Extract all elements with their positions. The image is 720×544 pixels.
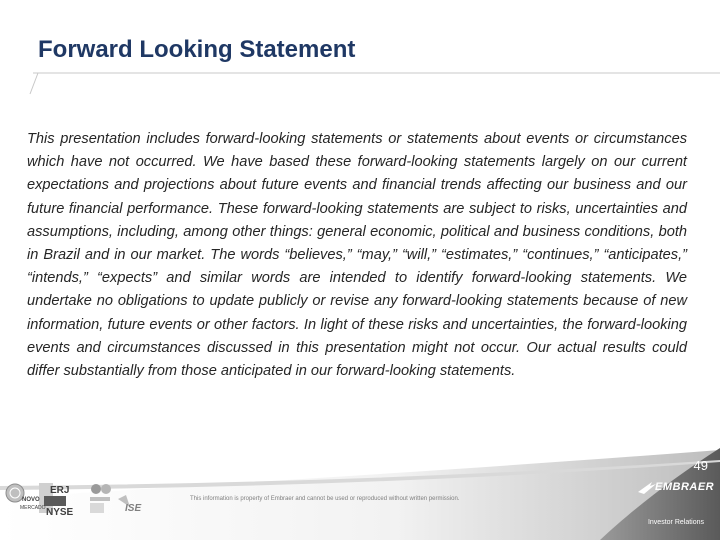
novo-mercado-logo-line-1: NOVO (22, 497, 40, 503)
embraer-wordmark: EMBRAER (655, 481, 715, 493)
nyse-logo: NYSE (46, 507, 74, 518)
slide-title: Forward Looking Statement (38, 36, 356, 63)
section-label: Investor Relations (647, 519, 704, 526)
footer-disclaimer: This information is property of Embraer and cannot be used or reproduced without written permission. (190, 496, 460, 502)
erj-logo: ERJ (50, 485, 70, 496)
index-logos (4, 481, 179, 539)
ise-logo: ISE (125, 503, 142, 514)
body-paragraph: This presentation includes forward-looking statements or statements about events or circumstances which have not occurred. We have based these forward-looking statements largely on our current expectations and projections about future events and financial trends affecting our business and our future financial performance. These forward-looking statements are subject to risks, uncertainties and assumptions, including, among other things: general economic, political and business conditions, both in Brazil and in our market. The words “believes,” “may,” “will,” “estimates,” “continues,” “anticipates,” “intends,” “expects” and similar words are intended to identify forward-looking statements. We undertake no obligations to update publicly or revise any forward-looking statements because of new information, future events or other factors. In light of these risks and uncertainties, the forward-looking events and circumstances discussed in this presentation might not occur. Our actual results could differ substantially from those anticipated in our forward-looking statements. (27, 131, 687, 380)
novo-mercado-logo-line-2: MERCADO (20, 505, 46, 511)
page-number: 49 (693, 458, 708, 473)
